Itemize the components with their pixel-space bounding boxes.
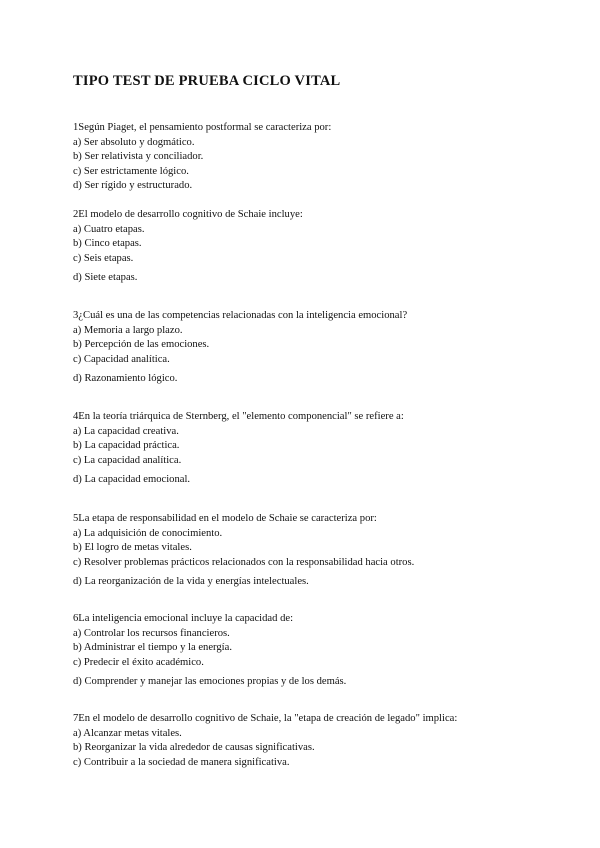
option-d: d) Ser rígido y estructurado. — [73, 180, 193, 191]
option-b: b) Reorganizar la vida alrededor de causas significativas. — [73, 742, 315, 753]
option-b: b) Ser relativista y conciliador. — [73, 151, 204, 162]
option-a: a) Ser absoluto y dogmático. — [73, 136, 195, 148]
option-c: c) La capacidad analítica. — [73, 454, 182, 466]
question-stem: 2El modelo de desarrollo cognitivo de Schaie incluye: — [73, 209, 303, 220]
option-d: d) Razonamiento lógico. — [73, 373, 178, 384]
question-3 — [73, 309, 573, 387]
option-a: a) Controlar los recursos financieros. — [73, 627, 230, 639]
option-c: c) Seis etapas. — [73, 252, 134, 264]
option-b: b) Percepción de las emociones. — [73, 339, 210, 350]
question-6 — [73, 612, 573, 690]
question-stem: 4En la teoría triárquica de Sternberg, el "elemento componencial" se refiere a: — [73, 411, 404, 422]
option-c: c) Resolver problemas prácticos relacionados con la responsabilidad hacia otros. — [73, 556, 415, 568]
option-b: b) El logro de metas vitales. — [73, 542, 192, 553]
question-2 — [73, 208, 573, 286]
document-title: TIPO TEST DE PRUEBA CICLO VITAL — [73, 73, 341, 89]
question-5 — [73, 512, 573, 590]
question-7 — [73, 712, 573, 770]
option-d: d) La capacidad emocional. — [73, 474, 191, 485]
option-b: b) Administrar el tiempo y la energía. — [73, 642, 232, 653]
option-d: d) Siete etapas. — [73, 272, 138, 283]
question-stem: 7En el modelo de desarrollo cognitivo de Schaie, la "etapa de creación de legado" implica: — [73, 713, 458, 724]
option-b: b) Cinco etapas. — [73, 238, 142, 249]
option-a: a) La adquisición de conocimiento. — [73, 527, 223, 539]
option-c: c) Ser estrictamente lógico. — [73, 165, 189, 177]
option-b: b) La capacidad práctica. — [73, 440, 180, 451]
option-d: d) Comprender y manejar las emociones propias y de los demás. — [73, 676, 347, 687]
question-stem: 1Según Piaget, el pensamiento postformal se caracteriza por: — [73, 122, 332, 133]
question-stem: 3¿Cuál es una de las competencias relacionadas con la inteligencia emocional? — [73, 310, 408, 321]
option-a: a) Memoria a largo plazo. — [73, 324, 183, 336]
option-d: d) La reorganización de la vida y energías intelectuales. — [73, 576, 309, 587]
option-a: a) Alcanzar metas vitales. — [73, 727, 182, 739]
option-c: c) Capacidad analítica. — [73, 353, 170, 365]
question-4 — [73, 410, 573, 488]
question-1 — [73, 121, 573, 194]
question-stem: 5La etapa de responsabilidad en el modelo de Schaie se caracteriza por: — [73, 513, 377, 524]
option-c: c) Predecir el éxito académico. — [73, 656, 204, 668]
question-stem: 6La inteligencia emocional incluye la capacidad de: — [73, 613, 294, 624]
option-c: c) Contribuir a la sociedad de manera significativa. — [73, 756, 290, 768]
option-a: a) La capacidad creativa. — [73, 425, 179, 437]
option-a: a) Cuatro etapas. — [73, 223, 145, 235]
